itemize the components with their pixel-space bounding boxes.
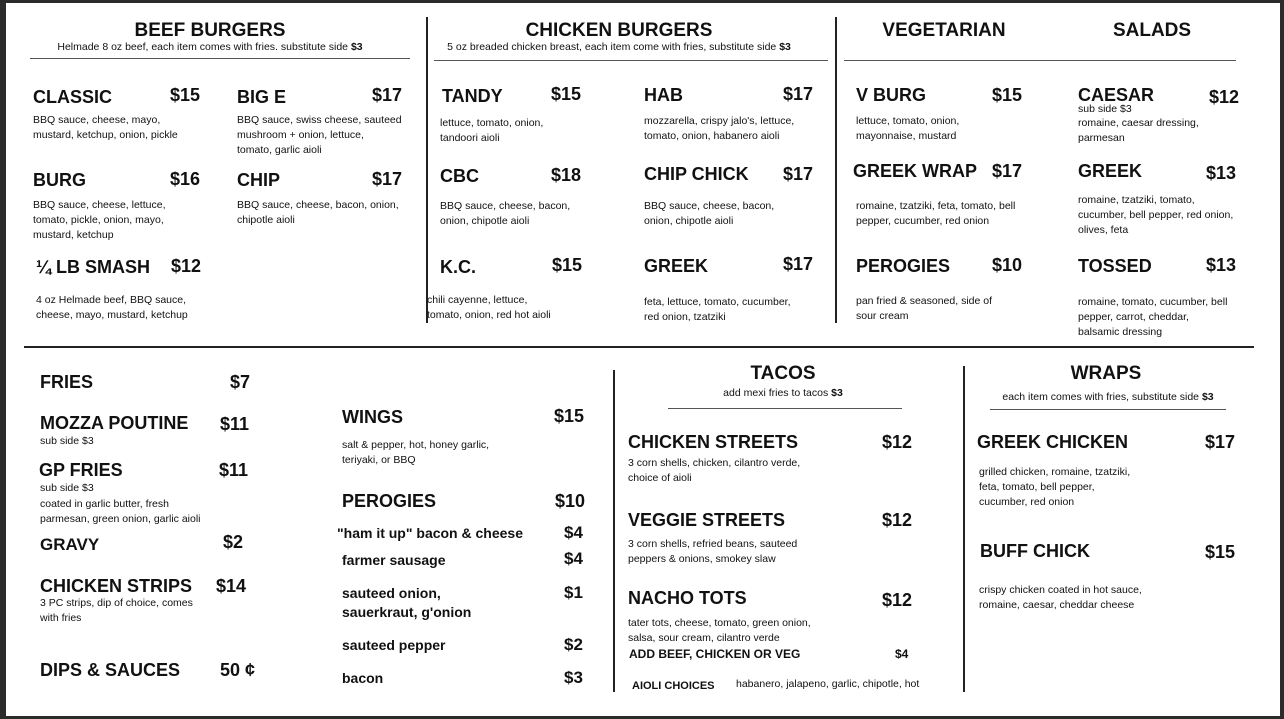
side-strips-desc: 3 PC strips, dip of choice, comes with fries	[40, 597, 193, 624]
salad-tossed-desc: romaine, tomato, cucumber, bell pepper, carrot, cheddar, balsamic dressing	[1078, 296, 1228, 338]
beef-smash-price: $12	[171, 256, 202, 276]
chicken-tandy-desc: lettuce, tomato, onion, tandoori aioli	[440, 117, 544, 144]
salad-greek-name: GREEK	[1078, 161, 1143, 181]
veg-perogies-price: $10	[992, 255, 1023, 275]
tacos-underline	[668, 408, 902, 409]
veg-perogies-name: PEROGIES	[856, 256, 951, 276]
beef-subtitle-text: Helmade 8 oz beef, each item comes with fries. substitute side	[57, 41, 351, 53]
taco-nacho-price: $12	[882, 590, 913, 610]
chicken-cbc-name: CBC	[440, 166, 479, 186]
menu-board	[6, 3, 1280, 716]
side-gravy-name: GRAVY	[40, 535, 100, 554]
perogies-addon-bacon-price: $3	[564, 668, 583, 687]
beef-smash-desc: 4 oz Helmade beef, BBQ sauce, cheese, mayo, mustard, ketchup	[36, 294, 188, 321]
chicken-cbc-desc: BBQ sauce, cheese, bacon, onion, chipotle aioli	[440, 200, 571, 227]
side-gp-desc: coated in garlic butter, fresh parmesan, green onion, garlic aioli	[40, 498, 201, 525]
side-strips-price: $14	[216, 576, 247, 596]
wings-name: WINGS	[342, 407, 403, 427]
veg-greekwrap-name: GREEK WRAP	[853, 161, 978, 181]
chicken-greek-price: $17	[783, 254, 814, 274]
salad-caesar-name: CAESAR	[1078, 85, 1155, 105]
section-separator	[24, 346, 1254, 348]
wraps-underline	[990, 409, 1226, 410]
salads-title: SALADS	[1112, 20, 1192, 41]
wrap-greekchicken-price: $17	[1205, 432, 1236, 452]
aioli-list: habanero, jalapeno, garlic, chipotle, hot	[736, 678, 920, 690]
wraps-subtitle-price: $3	[1201, 391, 1214, 403]
tacos-title: TACOS	[750, 363, 816, 384]
beef-chip-price: $17	[372, 169, 403, 189]
chicken-greek-desc: feta, lettuce, tomato, cucumber, red onion, tzatziki	[644, 296, 791, 323]
side-mozza-note: sub side $3	[40, 435, 94, 447]
taco-chicken-name: CHICKEN STREETS	[628, 432, 799, 452]
chicken-greek-name: GREEK	[644, 256, 709, 276]
chicken-hab-price: $17	[783, 84, 814, 104]
chicken-tandy-price: $15	[551, 84, 582, 104]
divider-tacos-wraps	[963, 366, 965, 692]
divider-perogies-tacos	[613, 370, 615, 692]
side-mozza-price: $11	[220, 414, 250, 434]
wings-desc: salt & pepper, hot, honey garlic, teriyaki, or BBQ	[342, 439, 490, 466]
beef-classic-desc: BBQ sauce, cheese, mayo, mustard, ketchup, onion, pickle	[33, 114, 178, 141]
taco-veggie-desc: 3 corn shells, refried beans, sauteed peppers & onions, smokey slaw	[628, 538, 798, 565]
chicken-subtitle-price: $3	[779, 41, 791, 53]
chicken-chipchick-desc: BBQ sauce, cheese, bacon, onion, chipotle aioli	[644, 200, 775, 227]
beef-chip-name: CHIP	[237, 170, 281, 190]
perogies-addon-pepper-price: $2	[564, 635, 583, 654]
veg-vburg-desc: lettuce, tomato, onion, mayonnaise, mustard	[856, 115, 960, 142]
salad-caesar-price: $12	[1209, 87, 1240, 107]
veg-vburg-price: $15	[992, 85, 1023, 105]
wrap-buffchick-price: $15	[1205, 542, 1236, 562]
chicken-hab-desc: mozzarella, crispy jalo's, lettuce, tomato, onion, habanero aioli	[644, 115, 795, 142]
tacos-subtitle	[666, 387, 900, 399]
beef-underline	[30, 58, 410, 59]
perogies-price: $10	[555, 491, 586, 511]
side-dips-price: 50 ¢	[220, 660, 256, 680]
beef-subtitle-price: $3	[350, 41, 363, 53]
beef-burg-name: BURG	[33, 170, 86, 190]
divider-chicken-veg	[835, 17, 837, 323]
side-fries-name: FRIES	[40, 372, 94, 392]
wraps-subtitle-text: each item comes with fries, substitute side	[1002, 391, 1202, 403]
vegetarian-title: VEGETARIAN	[882, 20, 1006, 41]
wings-price: $15	[554, 406, 585, 426]
salad-greek-price: $13	[1206, 163, 1237, 183]
beef-classic-price: $15	[170, 85, 201, 105]
chicken-burgers-subtitle	[434, 41, 804, 53]
side-fries-price: $7	[230, 372, 251, 392]
tacos-subtitle-text: add mexi fries to tacos	[723, 387, 832, 399]
chicken-kc-desc: chili cayenne, lettuce, tomato, onion, red hot aioli	[427, 294, 551, 321]
perogies-addon-onion-price: $1	[564, 583, 583, 602]
chicken-hab-name: HAB	[644, 85, 683, 105]
side-gp-price: $11	[219, 460, 249, 480]
beef-classic-name: CLASSIC	[33, 87, 113, 107]
perogies-addon-ham-price: $4	[564, 523, 583, 542]
veg-perogies-desc: pan fried & seasoned, side of sour cream	[856, 295, 993, 322]
side-mozza-name: MOZZA POUTINE	[40, 413, 189, 433]
beef-burgers-subtitle	[30, 41, 390, 53]
wraps-subtitle	[990, 391, 1226, 403]
veg-greekwrap-price: $17	[992, 161, 1023, 181]
beef-burg-desc: BBQ sauce, cheese, lettuce, tomato, pickle, onion, mayo, mustard, ketchup	[33, 199, 166, 241]
chicken-tandy-name: TANDY	[442, 86, 503, 106]
taco-nacho-desc: tater tots, cheese, tomato, green onion, salsa, sour cream, cilantro verde	[628, 617, 811, 644]
tacos-subtitle-price: $3	[831, 387, 843, 399]
beef-bige-desc: BBQ sauce, swiss cheese, sauteed mushroom + onion, lettuce, tomato, garlic aioli	[237, 114, 402, 156]
taco-addon-price: $4	[895, 647, 909, 661]
wrap-greekchicken-desc: grilled chicken, romaine, tzatziki, feta, tomato, bell pepper, cucumber, red onion	[979, 466, 1131, 508]
beef-burg-price: $16	[170, 169, 201, 189]
chicken-chipchick-price: $17	[783, 164, 814, 184]
veg-greekwrap-desc: romaine, tzatziki, feta, tomato, bell pepper, cucumber, red onion	[856, 200, 1016, 227]
beef-burgers-title: BEEF BURGERS	[134, 20, 286, 41]
wrap-buffchick-desc: crispy chicken coated in hot sauce, romaine, caesar, cheddar cheese	[979, 584, 1142, 611]
taco-veggie-name: VEGGIE STREETS	[628, 510, 786, 530]
chicken-subtitle-text: 5 oz breaded chicken breast, each item come with fries, substitute side	[447, 41, 780, 53]
wraps-title: WRAPS	[1070, 363, 1142, 384]
wrap-greekchicken-name: GREEK CHICKEN	[977, 432, 1129, 452]
side-strips-name: CHICKEN STRIPS	[40, 576, 193, 596]
perogies-addon-onion: sauteed onion, sauerkraut, g'onion	[342, 585, 472, 620]
taco-chicken-price: $12	[882, 432, 913, 452]
wrap-buffchick-name: BUFF CHICK	[980, 541, 1090, 561]
taco-nacho-name: NACHO TOTS	[628, 588, 747, 608]
veg-vburg-name: V BURG	[856, 85, 927, 105]
perogies-addon-sausage-price: $4	[564, 549, 583, 568]
chicken-kc-price: $15	[552, 255, 583, 275]
chicken-burgers-title: CHICKEN BURGERS	[525, 20, 713, 41]
perogies-addon-ham: "ham it up" bacon & cheese	[337, 525, 523, 541]
beef-bige-price: $17	[372, 85, 403, 105]
side-gp-note: sub side $3	[40, 482, 94, 494]
veg-salads-underline	[844, 60, 1236, 61]
chicken-cbc-price: $18	[551, 165, 582, 185]
taco-chicken-desc: 3 corn shells, chicken, cilantro verde, choice of aioli	[628, 457, 801, 484]
salad-greek-desc: romaine, tzatziki, tomato, cucumber, bell pepper, red onion, olives, feta	[1078, 194, 1234, 236]
side-gp-name: GP FRIES	[39, 460, 123, 480]
taco-addon-name: ADD BEEF, CHICKEN OR VEG	[629, 647, 801, 661]
perogies-name: PEROGIES	[342, 491, 437, 511]
salad-caesar-note: sub side $3	[1078, 103, 1132, 115]
side-dips-name: DIPS & SAUCES	[40, 660, 181, 680]
perogies-addon-bacon: bacon	[342, 670, 384, 686]
salad-tossed-price: $13	[1206, 255, 1237, 275]
salad-caesar-desc: romaine, caesar dressing, parmesan	[1078, 117, 1199, 144]
salad-tossed-name: TOSSED	[1078, 256, 1152, 276]
beef-chip-desc: BBQ sauce, cheese, bacon, onion, chipotle aioli	[237, 199, 399, 226]
perogies-addon-sausage: farmer sausage	[342, 552, 446, 568]
chicken-chipchick-name: CHIP CHICK	[644, 164, 749, 184]
beef-smash-name: ¼ LB SMASH	[36, 257, 151, 277]
taco-veggie-price: $12	[882, 510, 913, 530]
chicken-kc-name: K.C.	[440, 257, 476, 277]
divider-beef-chicken	[426, 17, 428, 323]
chicken-underline	[434, 60, 828, 61]
aioli-label: AIOLI CHOICES	[632, 680, 715, 692]
side-gravy-price: $2	[223, 532, 244, 552]
perogies-addon-pepper: sauteed pepper	[342, 637, 446, 653]
beef-bige-name: BIG E	[237, 87, 287, 107]
